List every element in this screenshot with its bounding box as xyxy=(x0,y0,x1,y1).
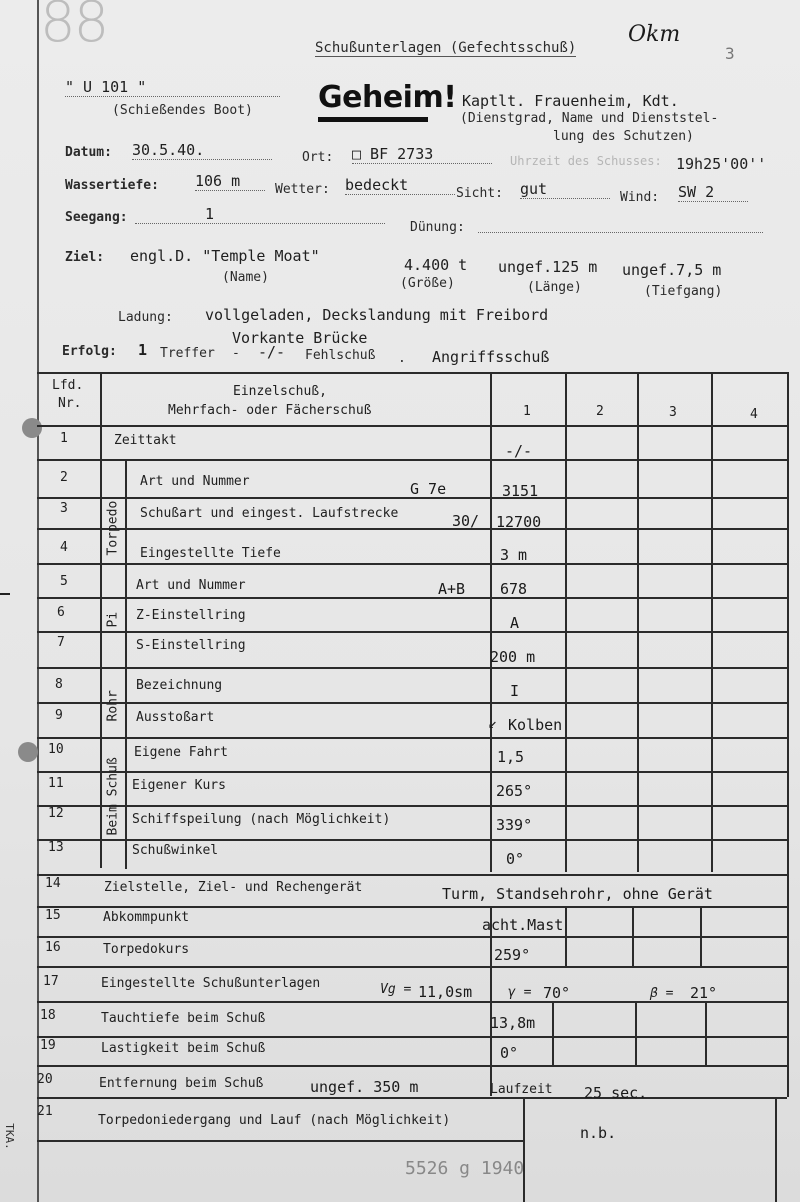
table-line xyxy=(37,839,787,841)
row-3-value: 12700 xyxy=(496,513,542,531)
row-5-value: 678 xyxy=(500,580,528,598)
table-line xyxy=(565,372,567,872)
group-beim-schuss: Beim Schuß xyxy=(105,757,121,836)
row-8-nr: 8 xyxy=(55,677,63,692)
table-line xyxy=(490,906,492,1096)
row-17-gamma-value: 70° xyxy=(543,984,571,1002)
row-18-label: Tauchtiefe beim Schuß xyxy=(101,1011,266,1026)
row-7-label: S-Einstellring xyxy=(136,638,246,653)
datum-value: 30.5.40. xyxy=(132,141,272,160)
table-line xyxy=(37,528,787,530)
row-6-value: A xyxy=(510,614,520,632)
table-line xyxy=(37,771,787,773)
head-col-3: 3 xyxy=(669,405,677,420)
head-lfd: Lfd. xyxy=(52,378,84,393)
row-6-label: Z-Einstellring xyxy=(136,608,246,623)
row-9-value: Kolben xyxy=(508,716,563,734)
row-17-vg-value: 11,0sm xyxy=(418,983,473,1001)
erfolg-fehlschuss: Fehlschuß xyxy=(305,348,376,363)
ziel-caption-length: (Länge) xyxy=(527,280,582,295)
row-10-nr: 10 xyxy=(48,742,64,757)
row-13-nr: 13 xyxy=(48,840,64,855)
row-9-label: Ausstoßart xyxy=(136,710,215,725)
duenung-value xyxy=(478,214,763,233)
margin-tick xyxy=(0,593,10,595)
row-2-value: 3151 xyxy=(502,482,539,500)
row-14-value: Turm, Standsehrohr, ohne Gerät xyxy=(442,885,713,903)
row-5-extra: A+B xyxy=(438,580,466,598)
table-line xyxy=(37,563,787,565)
row-19-value: 0° xyxy=(500,1044,519,1062)
row-16-nr: 16 xyxy=(45,940,61,955)
table-line xyxy=(37,1036,787,1038)
row-17-label: Eingestellte Schußunterlagen xyxy=(101,976,321,991)
erfolg-fehl: -/- xyxy=(258,343,286,361)
row-1-nr: 1 xyxy=(60,431,68,446)
row-9-nr: 9 xyxy=(55,708,63,723)
table-line xyxy=(37,702,787,704)
erfolg-label: Erfolg: xyxy=(62,344,117,359)
duenung-label: Dünung: xyxy=(410,220,465,235)
row-2-extra: G 7e xyxy=(410,480,447,498)
table-line xyxy=(700,906,702,968)
commander-value: Kaptlt. Frauenheim, Kdt. xyxy=(462,92,679,110)
ladung-note: Vorkante Brücke xyxy=(232,329,368,347)
initials: Okm xyxy=(628,22,681,47)
row-12-value: 339° xyxy=(496,816,533,834)
row-9-arrow: ↙ xyxy=(488,714,498,732)
row-20-laufzeit-value: 25 sec. xyxy=(584,1084,648,1102)
table-line xyxy=(37,631,787,633)
ziel-depth: ungef.7,5 m xyxy=(622,261,722,279)
erfolg-treffer: Treffer xyxy=(160,346,215,361)
row-2-label: Art und Nummer xyxy=(140,474,250,489)
row-21-value: n.b. xyxy=(580,1124,617,1142)
punch-hole xyxy=(22,418,42,438)
head-nr: Nr. xyxy=(58,396,82,411)
ziel-caption-name: (Name) xyxy=(222,270,269,285)
wassertiefe-label: Wassertiefe: xyxy=(65,178,159,193)
seegang-label: Seegang: xyxy=(65,210,128,225)
row-12-nr: 12 xyxy=(48,806,64,821)
ladung-value: vollgeladen, Deckslandung mit Freibord xyxy=(205,306,549,324)
row-3-label: Schußart und eingest. Laufstrecke xyxy=(140,506,399,521)
row-6-nr: 6 xyxy=(57,605,65,620)
row-3-extra: 30/ xyxy=(452,512,480,530)
ziel-caption-depth: (Tiefgang) xyxy=(644,284,723,299)
table-line xyxy=(565,906,567,968)
footer-number: 5526 g 1940 xyxy=(405,1158,525,1179)
row-8-value: I xyxy=(510,682,520,700)
row-21-label: Torpedoniedergang und Lauf (nach Möglichkeit) xyxy=(98,1113,451,1128)
boat-label: (Schießendes Boot) xyxy=(112,103,253,118)
table-line xyxy=(37,1065,787,1067)
table-line xyxy=(37,966,787,968)
group-pi: Pi xyxy=(105,611,121,628)
table-line xyxy=(37,1140,523,1142)
commander-label-1: (Dienstgrad, Name und Dienststel- xyxy=(460,111,719,126)
table-line xyxy=(37,874,787,876)
uhrzeit-value: 19h25'00'' xyxy=(676,155,767,173)
row-19-label: Lastigkeit beim Schuß xyxy=(101,1041,266,1056)
row-16-label: Torpedokurs xyxy=(103,942,190,957)
row-20-nr: 20 xyxy=(37,1072,53,1087)
erfolg-angriff-sep: . xyxy=(398,351,406,366)
stamp-underline xyxy=(318,117,428,122)
row-18-nr: 18 xyxy=(40,1008,56,1023)
row-18-value: 13,8m xyxy=(490,1014,536,1032)
row-17-gamma-label: γ = xyxy=(508,985,532,1000)
row-14-label: Zielstelle, Ziel- und Rechengerät xyxy=(104,880,363,895)
row-15-value: acht.Mast xyxy=(482,916,564,934)
commander-label-2: lung des Schutzen) xyxy=(553,129,694,144)
head-col-1: 1 xyxy=(523,404,531,419)
head-col-2: 2 xyxy=(596,404,604,419)
wetter-label: Wetter: xyxy=(275,182,330,197)
head-col-4: 4 xyxy=(750,407,758,422)
table-line xyxy=(637,372,639,872)
row-15-nr: 15 xyxy=(45,908,61,923)
row-1-value: -/- xyxy=(505,442,533,460)
ort-label: Ort: xyxy=(302,150,334,165)
row-4-nr: 4 xyxy=(60,540,68,555)
group-rohr: Rohr xyxy=(105,690,121,722)
row-13-label: Schußwinkel xyxy=(132,843,219,858)
row-17-beta-value: 21° xyxy=(690,984,718,1002)
row-17-beta-label: β = xyxy=(650,986,674,1001)
table-line xyxy=(775,1097,777,1202)
table-line xyxy=(37,425,789,427)
side-mark: TKA. xyxy=(2,1123,16,1150)
table-line xyxy=(37,737,787,739)
table-line xyxy=(37,936,787,938)
row-11-value: 265° xyxy=(496,782,533,800)
row-8-label: Bezeichnung xyxy=(136,678,223,693)
ladung-label: Ladung: xyxy=(118,310,173,325)
ziel-size: 4.400 t xyxy=(404,256,468,274)
row-2-nr: 2 xyxy=(60,470,68,485)
row-1-label: Zeittakt xyxy=(114,433,177,448)
table-line xyxy=(37,372,789,374)
table-line xyxy=(100,372,102,868)
table-line xyxy=(37,459,787,461)
row-16-value: 259° xyxy=(494,946,531,964)
table-line xyxy=(490,372,492,872)
erfolg-count: 1 xyxy=(138,341,148,359)
head-desc-2: Mehrfach- oder Fächerschuß xyxy=(168,403,372,418)
row-11-nr: 11 xyxy=(48,776,64,791)
group-torpedo: Torpedo xyxy=(105,500,121,556)
table-line xyxy=(37,906,787,908)
row-7-value: 200 m xyxy=(490,648,536,666)
page-number: 3 xyxy=(725,44,735,63)
table-line xyxy=(552,1001,554,1065)
row-17-nr: 17 xyxy=(43,974,59,989)
table-line xyxy=(632,906,634,968)
table-line xyxy=(37,1001,787,1003)
table-line xyxy=(37,667,787,669)
table-line xyxy=(37,1097,787,1099)
margin-line xyxy=(37,0,39,1202)
row-20-laufzeit-label: Laufzeit xyxy=(490,1082,553,1097)
row-4-label: Eingestellte Tiefe xyxy=(140,546,281,561)
erfolg-dash: - xyxy=(232,346,240,361)
table-line xyxy=(705,1001,707,1065)
row-20-label: Entfernung beim Schuß xyxy=(99,1076,264,1091)
table-line xyxy=(523,1097,525,1202)
datum-label: Datum: xyxy=(65,145,112,160)
ziel-label: Ziel: xyxy=(65,250,105,265)
row-4-value: 3 m xyxy=(500,546,528,564)
table-line xyxy=(787,372,789,1097)
row-15-label: Abkommpunkt xyxy=(103,910,190,925)
row-5-label: Art und Nummer xyxy=(136,578,246,593)
handwritten-number: 88 xyxy=(40,0,108,55)
erfolg-angriff: Angriffsschuß xyxy=(432,348,550,366)
row-17-vg-label: Vg = xyxy=(380,982,412,997)
row-21-nr: 21 xyxy=(37,1104,53,1119)
table-line xyxy=(37,805,787,807)
boat-value: " U 101 " xyxy=(65,78,280,97)
geheim-stamp: Geheim! xyxy=(318,80,457,115)
row-14-nr: 14 xyxy=(45,876,61,891)
ziel-caption-size: (Größe) xyxy=(400,276,455,291)
ziel-name: engl.D. "Temple Moat" xyxy=(130,247,320,265)
row-10-label: Eigene Fahrt xyxy=(134,745,228,760)
table-line xyxy=(635,1001,637,1065)
wind-value: SW 2 xyxy=(678,183,748,202)
uhrzeit-label: Uhrzeit des Schusses: xyxy=(510,154,662,168)
row-10-value: 1,5 xyxy=(497,748,525,766)
sicht-label: Sicht: xyxy=(456,186,503,201)
row-13-value: 0° xyxy=(506,850,525,868)
table-line xyxy=(37,597,787,599)
row-20-extra: ungef. 350 m xyxy=(310,1078,419,1096)
wind-label: Wind: xyxy=(620,190,660,205)
sicht-value: gut xyxy=(520,180,610,199)
row-5-nr: 5 xyxy=(60,574,68,589)
table-line xyxy=(711,372,713,872)
table-line xyxy=(125,459,127,869)
row-3-nr: 3 xyxy=(60,501,68,516)
wetter-value: bedeckt xyxy=(345,176,455,195)
row-12-label: Schiffspeilung (nach Möglichkeit) xyxy=(132,812,391,827)
head-desc-1: Einzelschuß, xyxy=(233,384,327,399)
row-7-nr: 7 xyxy=(57,635,65,650)
ort-value: □ BF 2733 xyxy=(352,145,492,164)
punch-hole xyxy=(18,742,38,762)
wassertiefe-value: 106 m xyxy=(195,172,265,191)
page-title: Schußunterlagen (Gefechtsschuß) xyxy=(315,40,577,56)
row-11-label: Eigener Kurs xyxy=(132,778,226,793)
row-19-nr: 19 xyxy=(40,1038,56,1053)
ziel-length: ungef.125 m xyxy=(498,258,598,276)
seegang-value: 1 xyxy=(135,205,385,224)
